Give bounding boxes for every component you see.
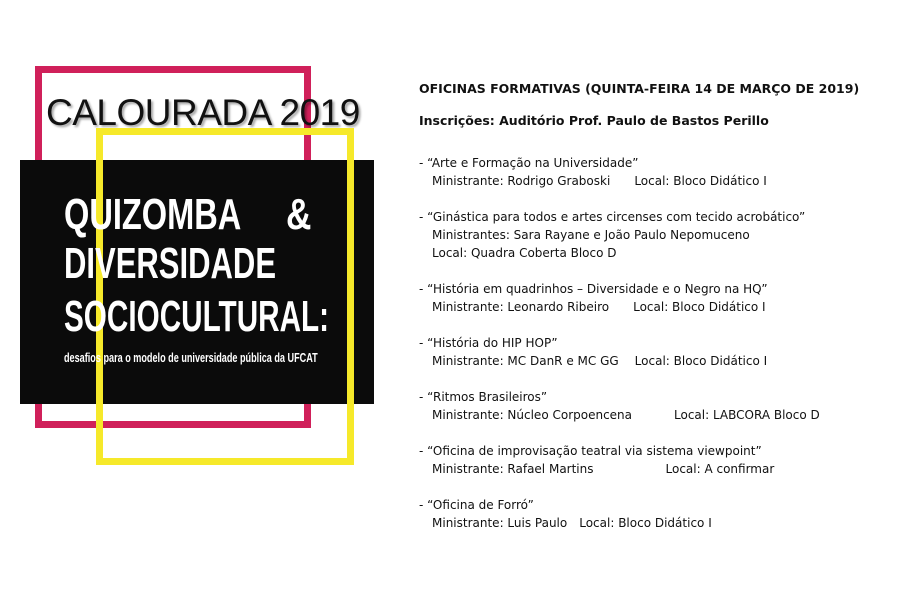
workshop-title: - “Ginástica para todos e artes circenses com tecido acrobático” bbox=[419, 210, 806, 224]
workshop-title: - “Ritmos Brasileiros” bbox=[419, 390, 548, 404]
workshop-item bbox=[419, 442, 889, 478]
workshop-title: - “Oficina de improvisação teatral via sistema viewpoint” bbox=[419, 444, 762, 458]
workshop-details bbox=[419, 406, 889, 424]
workshop-info bbox=[419, 80, 889, 550]
workshop-details bbox=[419, 460, 889, 478]
workshop-presenter: Ministrante: Núcleo Corpoencena bbox=[432, 408, 633, 422]
poster-subtitle: desafios para o modelo de universidade pública da UFCAT bbox=[64, 350, 318, 365]
info-heading: OFICINAS FORMATIVAS (QUINTA-FEIRA 14 DE MARÇO DE 2019) bbox=[419, 81, 860, 96]
workshop-presenter: Ministrantes: Sara Rayane e João Paulo Nepomuceno bbox=[432, 228, 750, 242]
workshop-item bbox=[419, 496, 889, 532]
workshop-item bbox=[419, 334, 889, 370]
poster-line-diversidade: DIVERSIDADE bbox=[64, 239, 277, 288]
workshop-location: Local: Bloco Didático I bbox=[579, 516, 712, 530]
workshop-presenter: Ministrante: Rafael Martins bbox=[432, 462, 594, 476]
workshop-details bbox=[419, 352, 889, 370]
registration-line: Inscrições: Auditório Prof. Paulo de Bastos Perillo bbox=[419, 113, 769, 128]
workshop-location: Local: LABCORA Bloco D bbox=[674, 408, 820, 422]
workshop-details bbox=[419, 172, 889, 190]
workshop-presenter: Ministrante: Rodrigo Graboski bbox=[432, 174, 611, 188]
workshop-location: Local: Bloco Didático I bbox=[634, 354, 768, 368]
workshop-item bbox=[419, 388, 889, 424]
workshop-location: Local: A confirmar bbox=[665, 462, 775, 476]
poster-ampersand: & bbox=[286, 190, 312, 239]
workshop-title: - “História do HIP HOP” bbox=[419, 336, 558, 350]
workshop-item bbox=[419, 280, 889, 316]
workshop-presenter: Ministrante: Leonardo Ribeiro bbox=[432, 300, 610, 314]
workshop-title: - “Oficina de Forró” bbox=[419, 498, 534, 512]
poster-line-quizomba: QUIZOMBA bbox=[64, 190, 242, 239]
poster-title: CALOURADA 2019 bbox=[46, 92, 360, 133]
poster-line-sociocultural: SOCIOCULTURAL: bbox=[64, 292, 330, 341]
workshop-item bbox=[419, 154, 889, 190]
workshop-presenter: Ministrante: Luis Paulo bbox=[432, 516, 568, 530]
workshop-item bbox=[419, 208, 889, 262]
workshop-location: Local: Quadra Coberta Bloco D bbox=[432, 246, 617, 260]
workshop-title: - “História em quadrinhos – Diversidade e o Negro na HQ” bbox=[419, 282, 768, 296]
workshop-details bbox=[419, 298, 889, 316]
workshop-location: Local: Bloco Didático I bbox=[633, 300, 766, 314]
workshop-title: - “Arte e Formação na Universidade” bbox=[419, 156, 639, 170]
event-poster bbox=[0, 0, 400, 606]
workshop-location: Local: Bloco Didático I bbox=[634, 174, 767, 188]
workshop-presenter: Ministrante: MC DanR e MC GG bbox=[432, 354, 619, 368]
workshop-details bbox=[419, 514, 889, 532]
